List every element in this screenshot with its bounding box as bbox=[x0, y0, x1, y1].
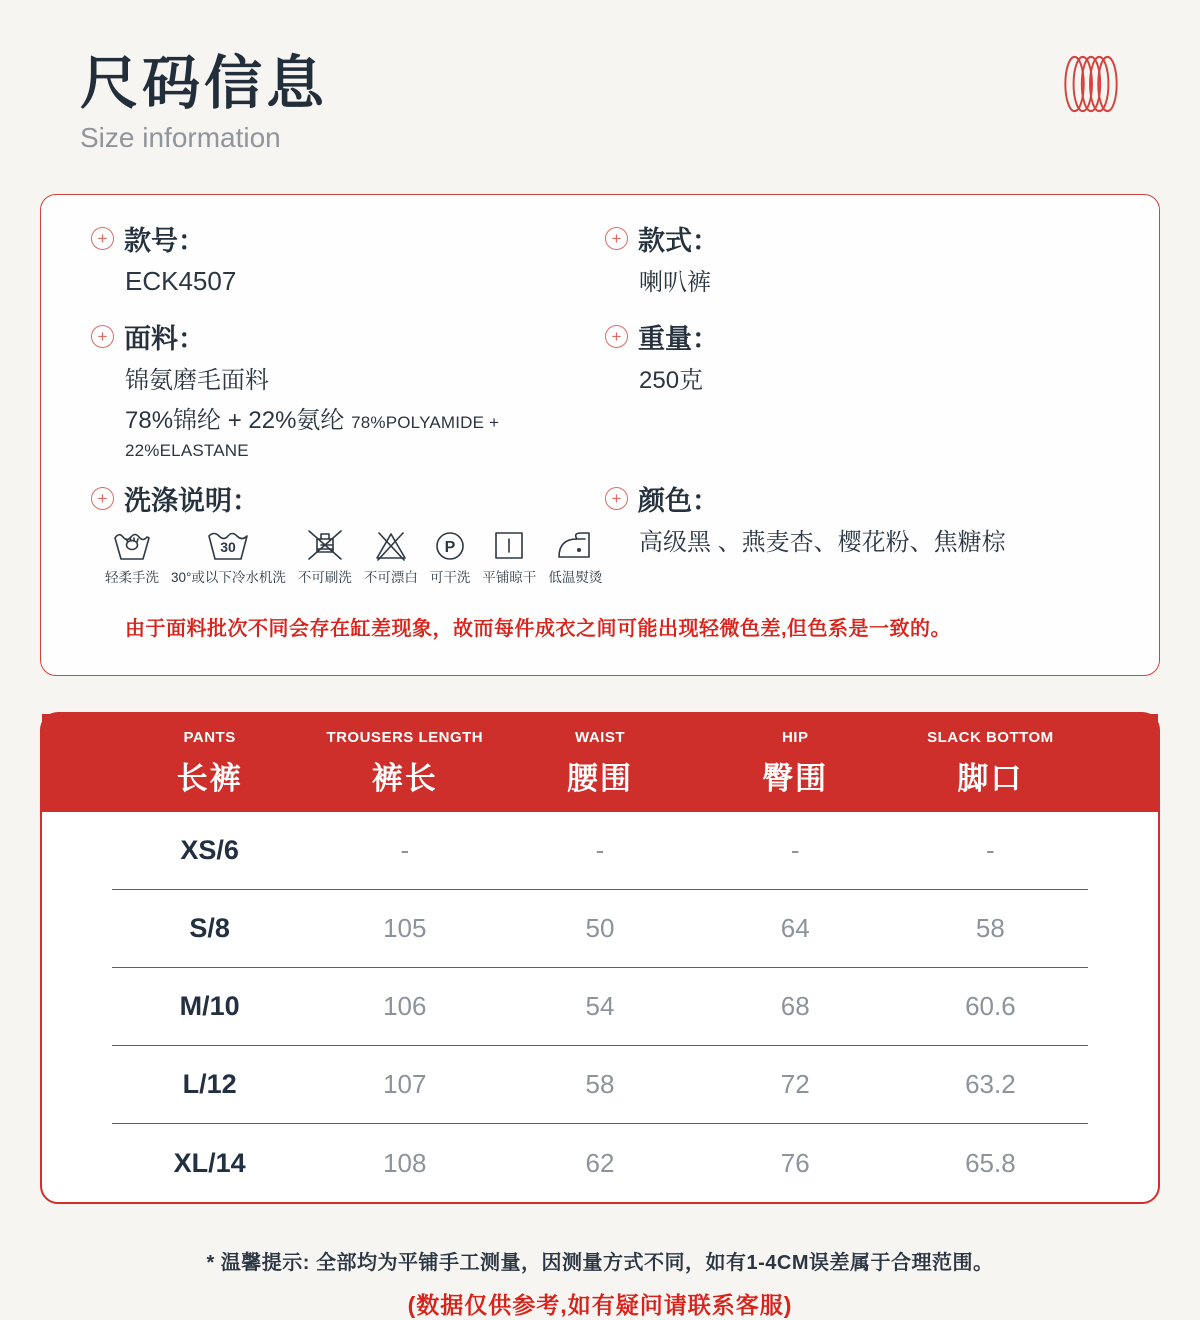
field-style bbox=[605, 219, 1119, 301]
svg-text:30: 30 bbox=[220, 539, 237, 556]
table-row-xs: XS/6 - - - - bbox=[112, 812, 1088, 890]
machine-wash-30-icon bbox=[205, 528, 251, 562]
field-color bbox=[605, 479, 1119, 586]
hand-wash-icon bbox=[111, 528, 153, 562]
care-label: 30°或以下冷水机洗 bbox=[171, 570, 286, 586]
product-info-card bbox=[40, 194, 1160, 677]
column-header-trousers-length: TROUSERS LENGTH 裤长 bbox=[326, 728, 484, 796]
dye-lot-note: 由于面料批次不同会存在缸差现象，故而每件成衣之间可能出现轻微色差,但色系是一致的。 bbox=[125, 618, 952, 641]
plus-circle-icon: + bbox=[91, 325, 114, 348]
weight-value: 250克 bbox=[639, 366, 704, 394]
plus-circle-icon: + bbox=[91, 227, 114, 250]
table-row-l: L/12 107 58 72 63.2 bbox=[112, 1046, 1088, 1124]
plus-circle-icon: + bbox=[605, 487, 628, 510]
field-wash-instructions bbox=[91, 479, 605, 586]
care-no-scrub bbox=[298, 528, 352, 586]
care-label: 平铺晾干 bbox=[482, 570, 537, 586]
plus-circle-icon: + bbox=[605, 325, 628, 348]
no-bleach-icon bbox=[371, 528, 411, 562]
fabric-value: 锦氨磨毛面料 bbox=[125, 366, 269, 394]
fabric-composition-en: 78%POLYAMIDE + 22%ELASTANE bbox=[125, 413, 500, 461]
table-row-xl: XL/14 108 62 76 65.8 bbox=[173, 1147, 1016, 1178]
plus-circle-icon: + bbox=[91, 487, 114, 510]
page-header bbox=[0, 0, 1200, 154]
style-number-value: ECK4507 bbox=[125, 265, 237, 296]
page-title: 尺码信息 bbox=[80, 51, 329, 116]
column-header-pants: PANTS 长裤 bbox=[176, 728, 243, 796]
care-no-bleach bbox=[364, 528, 418, 586]
field-style-number bbox=[91, 219, 605, 301]
care-dry-clean bbox=[430, 528, 471, 586]
size-table-header bbox=[42, 714, 1158, 812]
fabric-composition bbox=[125, 400, 605, 463]
fabric-label: 面料： bbox=[124, 323, 205, 354]
reference-disclaimer: (数据仅供参考,如有疑问请联系客服) bbox=[407, 1292, 793, 1319]
care-hand-wash bbox=[105, 528, 159, 586]
field-weight bbox=[605, 317, 1119, 464]
column-header-hip: HIP 臀围 bbox=[762, 728, 829, 796]
plus-circle-icon: + bbox=[605, 227, 628, 250]
care-machine-wash-30 bbox=[171, 528, 286, 586]
footer-notes bbox=[0, 1246, 1200, 1320]
spring-coil-icon bbox=[1060, 52, 1122, 116]
measurement-disclaimer: * 温馨提示: 全部均为平铺手工测量，因测量方式不同，如有1-4CM误差属于合理范围。 bbox=[206, 1252, 994, 1275]
care-label: 不可刷洗 bbox=[297, 570, 352, 586]
dry-clean-icon bbox=[432, 528, 468, 562]
style-value: 喇叭裤 bbox=[639, 268, 711, 296]
care-label: 不可漂白 bbox=[363, 570, 418, 586]
no-scrub-icon bbox=[305, 528, 345, 562]
size-table-body bbox=[42, 812, 1158, 1202]
column-header-waist: WAIST 腰围 bbox=[566, 728, 633, 796]
page-subtitle: Size information bbox=[80, 121, 281, 153]
care-iron-low bbox=[548, 528, 602, 586]
style-label: 款式： bbox=[638, 225, 719, 256]
iron-low-icon bbox=[555, 528, 595, 562]
size-table bbox=[40, 712, 1160, 1204]
color-label: 颜色： bbox=[638, 486, 719, 517]
flat-dry-icon bbox=[491, 528, 527, 562]
svg-text:P: P bbox=[444, 539, 456, 557]
column-header-slack-bottom: SLACK BOTTOM 脚口 bbox=[927, 728, 1054, 796]
weight-label: 重量： bbox=[638, 323, 719, 354]
fabric-composition-cn: 78%锦纶 + 22%氨纶 bbox=[125, 407, 345, 435]
care-label: 轻柔手洗 bbox=[105, 570, 159, 586]
care-icons-row bbox=[105, 528, 605, 586]
care-label: 低温熨烫 bbox=[548, 570, 603, 586]
wash-label: 洗涤说明： bbox=[124, 486, 259, 517]
table-row-m: M/10 106 54 68 60.6 bbox=[112, 968, 1088, 1046]
color-value: 高级黑 、燕麦杏、樱花粉、焦糖棕 bbox=[639, 529, 1006, 557]
field-fabric bbox=[91, 317, 605, 464]
table-row-s: S/8 105 50 64 58 bbox=[112, 890, 1088, 968]
care-label: 可干洗 bbox=[429, 570, 471, 586]
care-flat-dry bbox=[482, 528, 536, 586]
style-number-label: 款号： bbox=[124, 225, 205, 256]
